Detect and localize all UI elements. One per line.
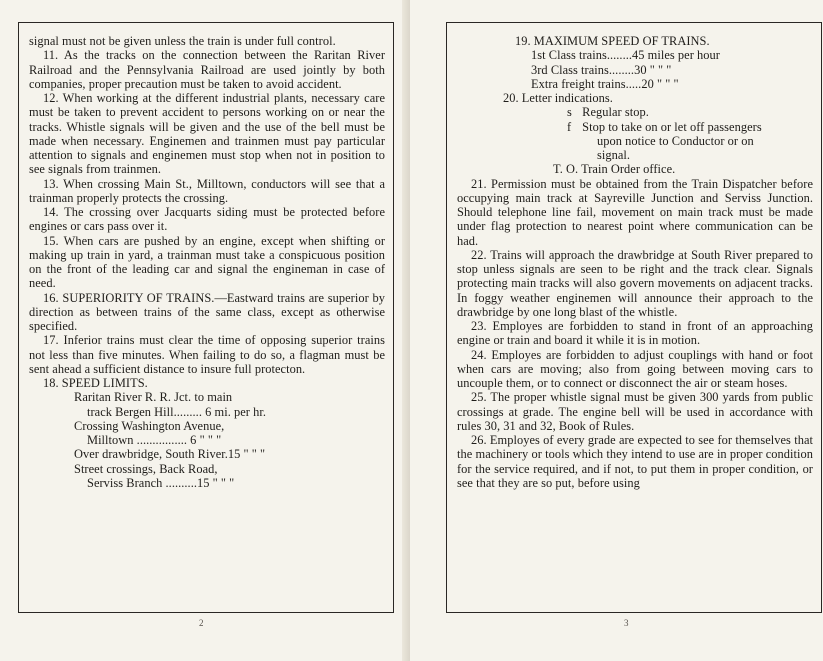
rule-26: 26. Employes of every grade are expected to see for themselves that the machinery or tools which they intend to use are in proper condition for the service required, and if not, to put them in proper condition, or see that they are so put, before using (457, 433, 813, 490)
speed-limit-line: Over drawbridge, South River.15 " " " (74, 447, 266, 462)
rule-14: 14. The crossing over Jacquarts siding must be protected before engines or cars pass over it. (29, 205, 385, 234)
speed-limit-line: Crossing Washington Avenue, (74, 418, 225, 433)
left-page-text-frame (18, 22, 394, 613)
rule-13: 13. When crossing Main St., Milltown, conductors will see that a trainman properly protects the crossing. (29, 176, 385, 205)
page-number: 3 (624, 618, 629, 628)
speed-limit-line: Street crossings, Back Road, (74, 461, 218, 476)
rule-15: 15. When cars are pushed by an engine, except when shifting or making up train in yard, a trainman must take a conspicuous position on the front of the leading car and signal the engineman in case of need. (29, 233, 385, 291)
letter-code: f (567, 119, 572, 134)
rule-23: 23. Employes are forbidden to stand in front of an approaching engine or train and board it while it is in motion. (457, 319, 813, 348)
letter-indication-s (457, 105, 813, 119)
max-speed-line: 3rd Class trains........30 " " " (531, 62, 672, 77)
left-page (0, 0, 410, 661)
max-speed-line: 1st Class trains........45 miles per hour (531, 48, 720, 63)
rule-10-continuation: signal must not be given unless the train is under full control. (29, 34, 336, 48)
speed-limit-line: track Bergen Hill......... 6 mi. per hr. (87, 404, 266, 419)
rule-17: 17. Inferior trains must clear the time of opposing superior trains not less than five minutes. When failing to do so, a flagman must be sent ahead a sufficient distance to insure full protecton. (29, 333, 385, 376)
letter-meaning: Stop to take on or let off passengers (582, 119, 762, 134)
rule-25: 25. The proper whistle signal must be given 300 yards from public crossings at grade. The engine bell will be used in accordance with rules 30, 31 and 32, Book of Rules. (457, 390, 813, 433)
letter-meaning-cont: signal. (597, 148, 631, 162)
rule-12: 12. When working at the different industrial plants, necessary care must be taken to prevent accident to persons working on or near the tracks. Whistle signals will be given and the use of the bell must be made when necessary. Enginemen and trainmen must pay particular attention to signals and enginemen must stop when not in position to see signals from trainmen. (29, 91, 385, 177)
right-page-text-frame (446, 22, 822, 613)
right-page (410, 0, 823, 661)
letter-code: s (567, 105, 572, 120)
letter-indication-to: T. O. Train Order office. (553, 162, 676, 177)
rule-16: 16. SUPERIORITY OF TRAINS.—Eastward trains are superior by direction as between trains of the same class, except as otherwise specified. (29, 290, 385, 333)
speed-limit-line: Raritan River R. R. Jct. to main (74, 390, 233, 405)
letter-meaning: Regular stop. (582, 105, 649, 120)
page-number: 2 (199, 618, 204, 628)
rule-18-heading: 18. SPEED LIMITS. (43, 376, 148, 390)
letter-meaning-cont: upon notice to Conductor or on (597, 133, 754, 148)
letter-indication-f (457, 120, 813, 134)
rule-20-heading: 20. Letter indications. (503, 91, 613, 105)
rule-22: 22. Trains will approach the drawbridge at South River prepared to stop unless signals are seen to be right and the track clear. Signals protecting main tracks will also govern movements on adjacent tracks. In foggy weather enginemen will announce their approach to the drawbridge by one long blast of the whistle. (457, 247, 813, 319)
rule-11: 11. As the tracks on the connection between the Raritan River Railroad and the Pennsylvania Railroad are used jointly by both companies, proper precaution must be taken to avoid accident. (29, 48, 385, 91)
rule-24: 24. Employes are forbidden to adjust couplings with hand or foot when cars are moving; also from going between moving cars to uncouple them, or to connect or disconnect the air or steam hoses. (457, 347, 813, 390)
rule-19-heading: 19. MAXIMUM SPEED OF TRAINS. (515, 34, 710, 48)
max-speed-line: Extra freight trains.....20 " " " (531, 76, 679, 91)
speed-limit-line: Serviss Branch ..........15 " " " (87, 475, 235, 490)
rule-21: 21. Permission must be obtained from the Train Dispatcher before occupying main track at Sayreville Junction and Serviss Junction. Should telephone line fail, movement on main track must be made under flag protection to nearest point where communication can be had. (457, 176, 813, 248)
speed-limit-line: Milltown ................ 6 " " " (87, 433, 222, 447)
